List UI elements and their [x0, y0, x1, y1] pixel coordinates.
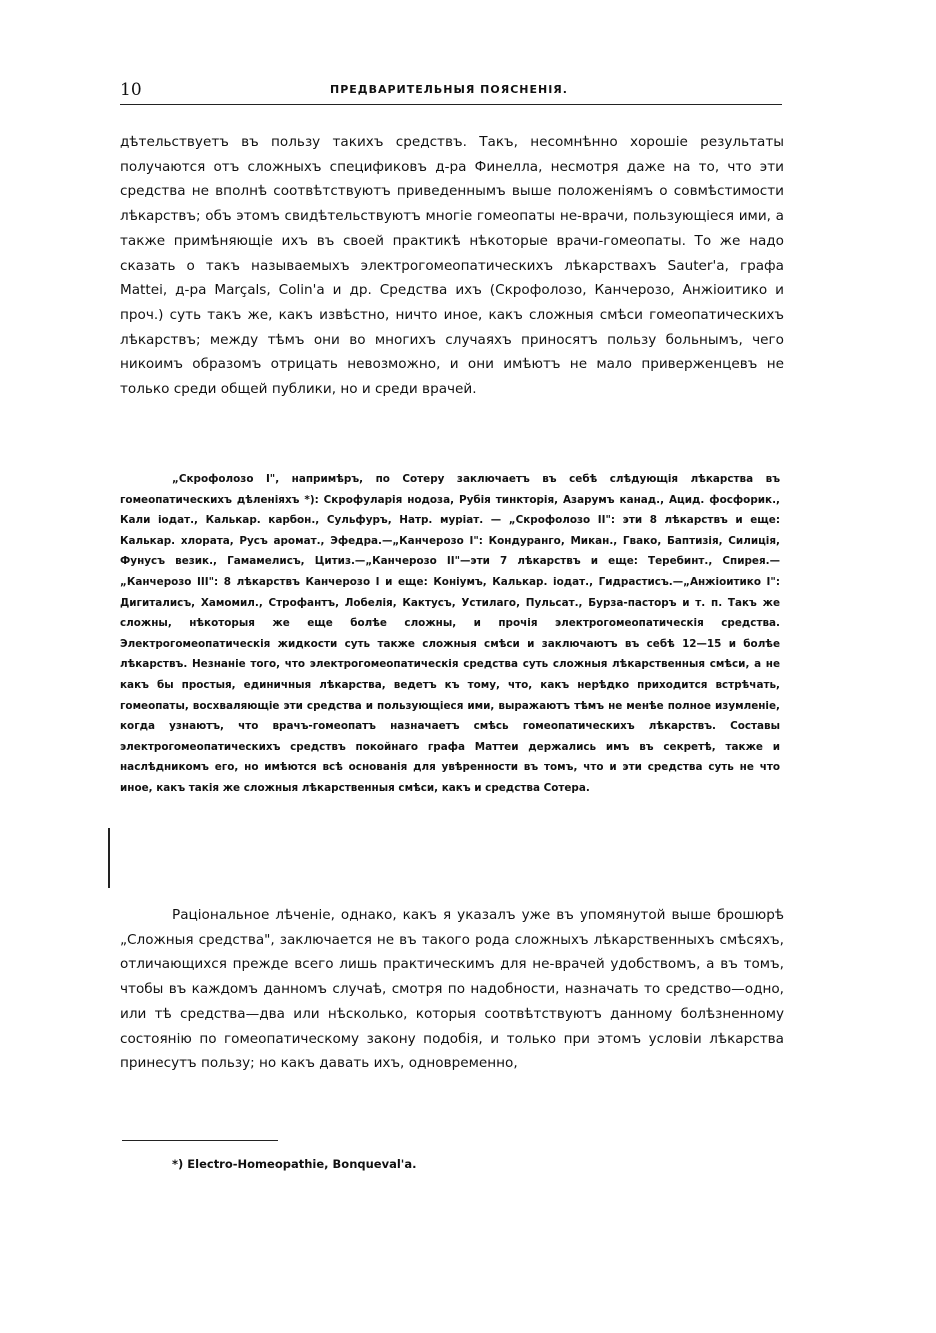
header-rule: [120, 104, 782, 105]
footnote: *) Electro-Homeopathie, Bonqueval'а.: [172, 1157, 417, 1171]
page-header: [120, 80, 780, 100]
body-paragraph-2: Раціональное лѣченіе, однако, какъ я указалъ уже въ упомянутой выше брошюрѣ „Сложныя средства", заключается не въ такого рода сложныхъ лѣкарственныхъ смѣсяхъ, отличающихся прежде всего лишь практическимъ для не-врачей удобствомъ, а въ томъ, чтобы въ каждомъ данномъ случаѣ, смотря по надобности, назначать то средство—одно, или тѣ средства—два или нѣсколько, которыя соотвѣтствуютъ данному болѣзненному состоянію по гомеопатическому закону подобія, и только при этомъ условіи лѣкарства принесутъ пользу; но какъ давать ихъ, одновременно,: [120, 907, 784, 1072]
running-head: ПРЕДВАРИТЕЛЬНЫЯ ПОЯСНЕНІЯ.: [330, 83, 568, 96]
footnote-rule: [122, 1140, 278, 1141]
page-number: 10: [120, 80, 142, 100]
small-print-note: „Скрофолозо I", напримѣръ, по Сотеру заключаетъ въ себѣ слѣдующія лѣкарства въ гомеопатическихъ дѣленіяхъ *): Скрофуларія нодоза, Рубія тинкторія, Азарумъ канад., Ацид. фосфорик., Кали іодат., Калькар. карбон., Сульфуръ, Натр. муріат. — „Скрофолозо II": эти 8 лѣкарствъ и еще: Калькар. хлората, Русъ аромат., Эфедра.—„Канчерозо I": Кондуранго, Микан., Гвако, Баптизія, Силиція, Фунусъ везик., Гамамелисъ, Цитиз.—„Канчерозо II"—эти 7 лѣкарствъ и еще: Теребинт., Спирея.—„Канчерозо III": 8 лѣкарствъ Канчерозо I и еще: Коніумъ, Калькар. іодат., Гидрастисъ.—„Анжіоитико I": Дигиталисъ, Хамомил., Строфантъ, Лобелія, Кактусъ, Устилаго, Пульсат., Бурза-пасторъ и т. п. Такъ же сложны, нѣкоторыя же еще болѣе сложны, и прочія электрогомеопатическія средства. Электрогомеопатическія жидкости суть также сложныя смѣси и заключаютъ въ себѣ 12—15 и болѣе лѣкарствъ. Незнаніе того, что электрогомеопатическія средства суть сложныя лѣкарственныя смѣси, а не какъ бы простыя, единичныя лѣкарства, ведетъ къ тому, что, какъ нерѣдко приходится встрѣчать, гомеопаты, восхваляющіе эти средства и пользующіеся ими, выражаютъ тѣмъ не менѣе полное изумленіе, когда узнаютъ, что врачъ-гомеопатъ назначаетъ смѣсь гомеопатическихъ лѣкарствъ. Составы электрогомеопатическихъ средствъ покойнаго графа Маттеи держались имъ въ секретѣ, также и наслѣдникомъ его, но имѣются всѣ основанія для увѣренности въ томъ, что и эти средства суть не что иное, какъ такія же сложныя лѣкарственныя смѣси, какъ и средства Сотера.: [120, 473, 780, 794]
margin-bracket: [108, 828, 110, 888]
body-paragraph-1: дѣтельствуетъ въ пользу такихъ средствъ. Такъ, несомнѣнно хорошіе результаты получаются отъ сложныхъ спецификовъ д-ра Финелла, несмотря даже на то, что эти средства не вполнѣ соотвѣтствуютъ приведеннымъ выше положеніямъ о совмѣстимости лѣкарствъ; объ этомъ свидѣтельствуютъ многіе гомеопаты не-врачи, пользующіеся ими, а также примѣняющіе ихъ въ своей практикѣ нѣкоторые врачи-гомеопаты. То же надо сказать о такъ называемыхъ электрогомеопатическихъ лѣкарствахъ Sauter'а, графа Mattei, д-ра Marçals, Colin'а и др. Средства ихъ (Скрофолозо, Канчерозо, Анжіоитико и проч.) суть такъ же, какъ извѣстно, ничто иное, какъ сложныя смѣси гомеопатическихъ лѣкарствъ; между тѣмъ они во многихъ случаяхъ приносятъ пользу больнымъ, чего никоимъ образомъ отрицать невозможно, и они имѣютъ не мало приверженцевъ не только среди общей публики, но и среди врачей.: [120, 134, 784, 398]
